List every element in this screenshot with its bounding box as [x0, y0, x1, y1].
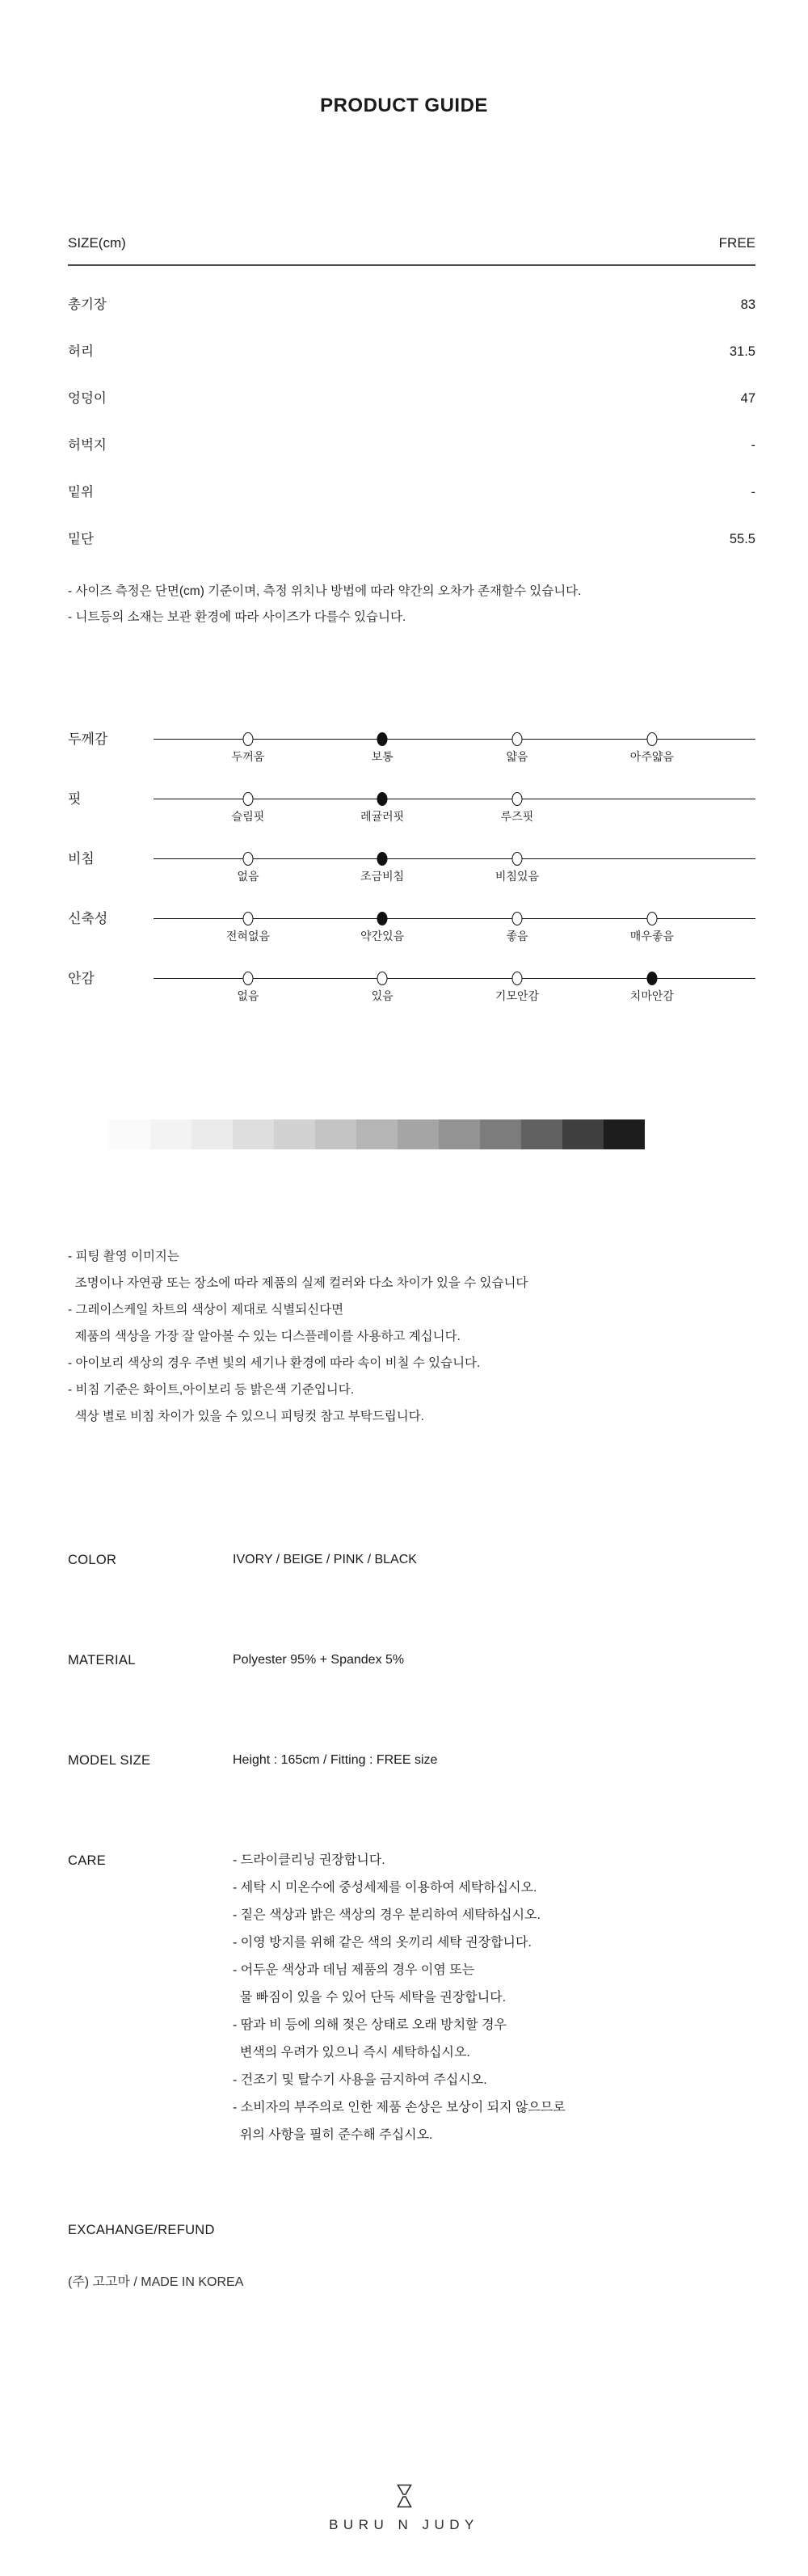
info-value-line: Polyester 95% + Spandex 5% [233, 1653, 405, 1667]
info-value-line: - 건조기 및 탈수기 사용을 금지하여 주십시오. [233, 2073, 487, 2087]
attribute-option-label: 두꺼움 [231, 750, 265, 763]
size-row-label: 밑위 [68, 485, 94, 500]
size-header-label: SIZE(cm) [68, 235, 126, 251]
size-note-line: - 사이즈 측정은 단면(cm) 기준이며, 측정 위치나 방법에 따라 약간의 오차가 존재할수 있습니다. [68, 584, 582, 598]
info-value [233, 1646, 404, 1674]
info-value-line: 변색의 우려가 있으니 즉시 세탁하십시오. [233, 2046, 470, 2060]
info-row [68, 1847, 755, 2149]
attribute-option-label: 루즈핏 [500, 810, 534, 823]
info-row [68, 1546, 755, 1574]
size-table-row [68, 391, 755, 407]
attribute-row [68, 962, 755, 1022]
attribute-row [68, 723, 755, 782]
info-value-line: 위의 사항을 필히 준수해 주십시오. [233, 2128, 433, 2142]
grayscale-segment [150, 1119, 191, 1149]
grayscale-segment [480, 1119, 521, 1149]
attribute-option-label: 기모안감 [494, 989, 540, 1002]
size-row-label: 허리 [68, 344, 94, 359]
size-row-label: 엉덩이 [68, 391, 107, 406]
info-value-line: IVORY / BEIGE / PINK / BLACK [233, 1553, 417, 1566]
grayscale-segment [315, 1119, 356, 1149]
info-label: MODEL SIZE [68, 1753, 151, 1768]
grayscale-segment [356, 1119, 398, 1149]
selected-dot-icon [377, 912, 388, 925]
dot-icon [242, 912, 253, 925]
dot-icon [511, 732, 522, 746]
attribute-option-label: 전혀없음 [225, 930, 271, 942]
dot-icon [511, 852, 522, 866]
dot-icon [242, 852, 253, 866]
attribute-row [68, 842, 755, 902]
dot-icon [511, 792, 522, 806]
footer [0, 2484, 808, 2533]
dot-icon [242, 972, 253, 985]
attribute-option-label: 없음 [237, 870, 259, 883]
grayscale-segment [274, 1119, 315, 1149]
info-label: CARE [68, 1853, 107, 1868]
selected-dot-icon [377, 732, 388, 746]
attribute-option-label: 있음 [371, 989, 393, 1002]
info-label: MATERIAL [68, 1653, 136, 1667]
attribute-option-label: 없음 [237, 989, 259, 1002]
display-notes [0, 1243, 808, 1430]
size-row-label: 총기장 [68, 297, 107, 312]
grayscale-segment [439, 1119, 480, 1149]
display-note-line: - 아이보리 색상의 경우 주변 빛의 세기나 환경에 따라 속이 비칠 수 있습니다. [68, 1356, 481, 1370]
attribute-option-label: 레귤러핏 [360, 810, 405, 823]
size-table-rows [68, 297, 755, 547]
attribute-option-label: 약간있음 [360, 930, 405, 942]
size-table [0, 235, 808, 547]
info-value-line: - 짙은 색상과 밝은 색상의 경우 분리하여 세탁하십시오. [233, 1908, 541, 1922]
size-row-value: 83 [740, 297, 755, 312]
info-value [233, 1847, 566, 2149]
attribute-track [154, 723, 755, 782]
size-row-value: 55.5 [729, 532, 755, 546]
attribute-option-label: 슬림핏 [231, 810, 265, 823]
grayscale-chart [68, 1119, 645, 1149]
info-value-line: - 어두운 색상과 데님 제품의 경우 이염 또는 [233, 1963, 475, 1977]
attribute-track [154, 782, 755, 842]
dot-icon [511, 972, 522, 985]
dot-icon [511, 912, 522, 925]
grayscale-segment [68, 1119, 109, 1149]
size-table-row [68, 344, 755, 360]
attribute-option-label: 매우좋음 [629, 930, 674, 942]
attribute-scales [0, 723, 808, 1022]
size-table-row [68, 297, 755, 313]
attribute-label: 비침 [68, 851, 95, 866]
brand-name: BURU N JUDY [329, 2517, 479, 2532]
info-value-line: - 이영 방지를 위해 같은 색의 옷끼리 세탁 권장합니다. [233, 1936, 532, 1950]
attribute-label: 안감 [68, 971, 95, 986]
attribute-option-label: 조금비침 [360, 870, 405, 883]
grayscale-wrap [0, 1119, 808, 1149]
size-row-label: 밑단 [68, 532, 94, 546]
info-section [0, 1546, 808, 2149]
attribute-label: 두께감 [68, 731, 108, 747]
display-note-line: - 그레이스케일 차트의 색상이 제대로 식별되신다면 [68, 1303, 344, 1317]
dot-icon [242, 732, 253, 746]
page-title: PRODUCT GUIDE [320, 95, 488, 116]
grayscale-segment [398, 1119, 439, 1149]
attribute-row [68, 782, 755, 842]
size-row-label: 허벅지 [68, 438, 107, 453]
info-value-line: - 세탁 시 미온수에 중성세제를 이용하여 세탁하십시오. [233, 1881, 537, 1895]
grayscale-segment [191, 1119, 233, 1149]
grayscale-segment [109, 1119, 150, 1149]
size-row-value: - [751, 485, 755, 500]
size-header-value: FREE [718, 235, 755, 251]
attribute-option-label: 치마안감 [629, 989, 674, 1002]
info-value-line: Height : 165cm / Fitting : FREE size [233, 1753, 438, 1767]
size-row-value: 31.5 [729, 344, 755, 359]
attribute-track [154, 902, 755, 962]
display-note-line: 색상 별로 비침 차이가 있을 수 있으니 피팅컷 참고 부탁드립니다. [68, 1410, 424, 1423]
attribute-option-label: 아주얇음 [629, 750, 674, 763]
dot-icon [377, 972, 388, 985]
selected-dot-icon [377, 792, 388, 806]
exchange-section [0, 2222, 808, 2290]
size-table-row [68, 485, 755, 500]
attribute-option-label: 비침있음 [494, 870, 540, 883]
display-note-line: 제품의 색상을 가장 잘 알아볼 수 있는 디스플레이를 사용하고 계십니다. [68, 1330, 461, 1343]
dot-icon [646, 732, 657, 746]
info-value [233, 1546, 417, 1574]
attribute-label: 핏 [68, 791, 82, 807]
size-table-header [68, 235, 755, 266]
info-label: COLOR [68, 1553, 117, 1567]
display-note-line: - 비침 기준은 화이트,아이보리 등 밝은색 기준입니다. [68, 1383, 355, 1397]
size-table-row [68, 438, 755, 453]
attribute-option-label: 얇음 [506, 750, 528, 763]
display-note-line: 조명이나 자연광 또는 장소에 따라 제품의 실제 컬러와 다소 차이가 있을 수 있습니다 [68, 1276, 528, 1290]
info-value-line: - 소비자의 부주의로 인한 제품 손상은 보상이 되지 않으므로 [233, 2101, 566, 2114]
selected-dot-icon [377, 852, 388, 866]
display-note-line: - 피팅 촬영 이미지는 [68, 1250, 179, 1263]
attribute-label: 신축성 [68, 911, 108, 926]
dot-icon [242, 792, 253, 806]
info-row [68, 1646, 755, 1674]
grayscale-segment [233, 1119, 274, 1149]
attribute-option-label: 좋음 [506, 930, 528, 942]
selected-dot-icon [646, 972, 657, 985]
attribute-track [154, 842, 755, 902]
exchange-heading: EXCAHANGE/REFUND [68, 2223, 215, 2237]
grayscale-segment [521, 1119, 562, 1149]
grayscale-segment [562, 1119, 604, 1149]
dot-icon [646, 912, 657, 925]
size-note-line: - 니트등의 소재는 보관 환경에 따라 사이즈가 다를수 있습니다. [68, 610, 406, 624]
size-notes [0, 579, 808, 630]
grayscale-segment [604, 1119, 645, 1149]
info-row [68, 1747, 755, 1774]
info-value-line: 물 빠짐이 있을 수 있어 단독 세탁을 권장합니다. [233, 1991, 507, 2005]
info-value [233, 1747, 437, 1774]
info-value-line: - 땀과 비 등에 의해 젖은 상태로 오래 방치할 경우 [233, 2018, 507, 2032]
size-row-value: 47 [740, 391, 755, 406]
attribute-option-label: 보통 [371, 750, 393, 763]
size-row-value: - [751, 438, 755, 453]
size-table-row [68, 532, 755, 547]
origin-text: (주) 고고마 / MADE IN KOREA [68, 2275, 244, 2289]
attribute-track [154, 962, 755, 1022]
hourglass-icon [395, 2484, 414, 2508]
info-value-line: - 드라이클리닝 권장합니다. [233, 1853, 385, 1867]
attribute-row [68, 902, 755, 962]
